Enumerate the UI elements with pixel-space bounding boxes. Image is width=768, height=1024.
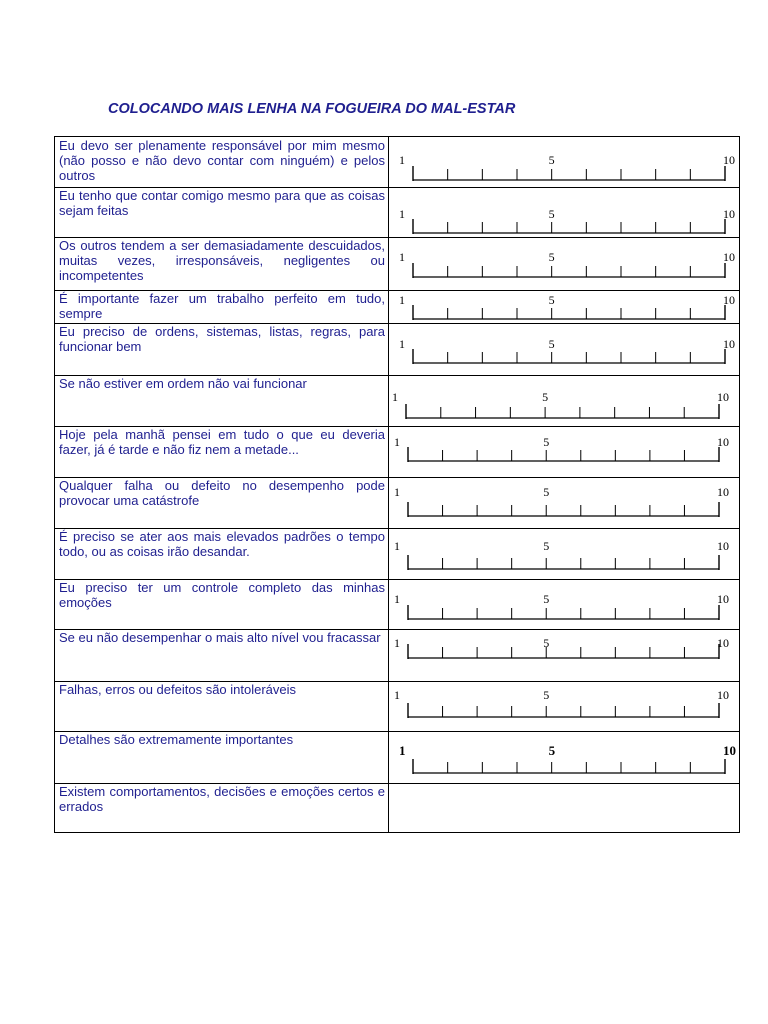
scale-label-mid: 5 — [543, 539, 550, 553]
statement-text: Existem comportamentos, decisões e emoções certos e errados — [59, 784, 385, 814]
scale-label-min: 1 — [392, 390, 398, 404]
statement-text: Os outros tendem a ser demasiadamente descuidados, muitas vezes, irresponsáveis, negligentes ou incompetentes — [59, 238, 385, 283]
statement-text: Hoje pela manhã pensei em tudo o que eu deveria fazer, já é tarde e não fiz nem a metade... — [59, 427, 385, 457]
scale-graphic — [389, 187, 740, 237]
statement-text: É preciso se ater aos mais elevados padrões o tempo todo, ou as coisas irão desandar. — [59, 529, 385, 559]
scale-label-max: 10 — [723, 337, 735, 351]
scale-label-mid: 5 — [548, 337, 555, 351]
scale-label-max: 10 — [717, 592, 729, 606]
scale-graphic — [389, 477, 740, 528]
scale-label-mid: 5 — [543, 592, 550, 606]
scale-graphic — [389, 426, 740, 477]
rating-scale[interactable] — [389, 681, 740, 731]
rating-scale[interactable] — [389, 323, 740, 375]
scale-label-min: 1 — [399, 153, 405, 167]
rating-scale[interactable] — [389, 290, 740, 323]
scale-label-mid: 5 — [543, 435, 550, 449]
rating-table — [54, 136, 740, 833]
statement-text: Detalhes são extremamente importantes — [59, 732, 294, 747]
scale-label-min: 1 — [399, 250, 405, 264]
rating-scale[interactable] — [389, 731, 740, 783]
statement-text: Eu devo ser plenamente responsável por mim mesmo (não posso e não devo contar com ninguém) e pelos outros — [59, 138, 385, 183]
scale-label-min: 1 — [394, 636, 400, 650]
rating-scale[interactable] — [389, 528, 740, 579]
statement-text: Falhas, erros ou defeitos são intoleráveis — [59, 682, 297, 697]
scale-label-max: 10 — [717, 539, 729, 553]
rating-scale[interactable] — [389, 579, 740, 629]
statement-text: Eu preciso de ordens, sistemas, listas, regras, para funcionar bem — [59, 324, 385, 354]
scale-label-min: 1 — [394, 592, 400, 606]
statement-text: Eu preciso ter um controle completo das minhas emoções — [59, 580, 385, 610]
statement-text: Eu tenho que contar comigo mesmo para que as coisas sejam feitas — [59, 188, 385, 218]
scale-label-max: 10 — [717, 636, 729, 650]
scale-label-min: 1 — [399, 207, 405, 221]
scale-graphic — [389, 290, 740, 323]
scale-label-max: 10 — [717, 390, 729, 404]
scale-label-max: 10 — [723, 743, 736, 758]
scale-label-mid: 5 — [548, 743, 556, 758]
rating-scale[interactable] — [389, 187, 740, 237]
scale-label-min: 1 — [394, 688, 400, 702]
scale-label-max: 10 — [717, 688, 729, 702]
scale-graphic — [389, 137, 740, 187]
rating-scale[interactable] — [389, 629, 740, 681]
scale-label-mid: 5 — [542, 390, 549, 404]
scale-label-min: 1 — [394, 539, 400, 553]
scale-graphic — [389, 629, 740, 681]
statement-text: Qualquer falha ou defeito no desempenho pode provocar uma catástrofe — [59, 478, 385, 508]
scale-label-mid: 5 — [548, 207, 555, 221]
statement-text: Se eu não desempenhar o mais alto nível vou fracassar — [59, 630, 381, 645]
scale-graphic — [389, 375, 740, 426]
scale-label-mid: 5 — [548, 293, 555, 307]
scale-label-min: 1 — [399, 337, 405, 351]
statement-text: É importante fazer um trabalho perfeito em tudo, sempre — [59, 291, 385, 321]
scale-label-max: 10 — [723, 153, 735, 167]
scale-graphic — [389, 323, 740, 375]
scale-graphic — [389, 579, 740, 629]
scale-graphic — [389, 731, 740, 783]
scale-label-max: 10 — [723, 293, 735, 307]
statement-text: Se não estiver em ordem não vai funcionar — [59, 376, 307, 391]
scale-label-max: 10 — [723, 250, 735, 264]
rating-scale[interactable] — [389, 237, 740, 290]
scale-graphic — [389, 528, 740, 579]
scale-label-mid: 5 — [543, 485, 550, 499]
scale-label-mid: 5 — [548, 153, 555, 167]
scale-label-max: 10 — [723, 207, 735, 221]
rating-scale[interactable] — [389, 137, 740, 187]
scale-label-mid: 5 — [543, 636, 550, 650]
page-title: COLOCANDO MAIS LENHA NA FOGUEIRA DO MAL-ESTAR — [108, 101, 516, 117]
rating-scale[interactable] — [389, 426, 740, 477]
scale-graphic — [389, 681, 740, 731]
scale-label-mid: 5 — [548, 250, 555, 264]
rating-scale[interactable] — [389, 375, 740, 426]
scale-label-min: 1 — [399, 293, 405, 307]
scale-label-mid: 5 — [543, 688, 550, 702]
scale-graphic — [389, 237, 740, 290]
scale-label-max: 10 — [717, 435, 729, 449]
scale-label-min: 1 — [394, 485, 400, 499]
scale-label-max: 10 — [717, 485, 729, 499]
rating-scale[interactable] — [389, 477, 740, 528]
scale-label-min: 1 — [399, 743, 406, 758]
scale-label-min: 1 — [394, 435, 400, 449]
